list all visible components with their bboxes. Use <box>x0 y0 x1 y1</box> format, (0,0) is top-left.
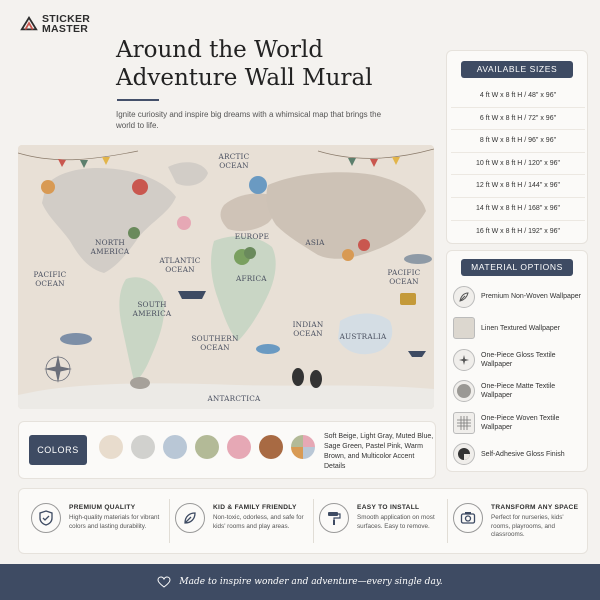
seal-figure <box>130 377 150 389</box>
divider <box>313 499 314 543</box>
feature-kid-family-friendly <box>175 499 315 547</box>
label-atlantic-ocean: ATLANTIC OCEAN <box>159 256 201 274</box>
swatch-sage-green[interactable] <box>195 435 219 459</box>
size-option[interactable]: 8 ft W x 8 ft H / 96" x 96" <box>451 130 585 153</box>
penguin-figure <box>310 370 322 388</box>
leaf-icon <box>175 503 205 533</box>
brand-line-1: STICKER <box>42 13 91 25</box>
material-label: One-Piece Woven Textile Wallpaper <box>481 414 560 431</box>
material-options-panel <box>446 250 588 472</box>
feature-title: EASY TO INSTALL <box>357 504 420 511</box>
footer-banner <box>0 564 600 600</box>
label-asia: ASIA <box>305 238 325 247</box>
available-sizes-panel <box>446 50 588 244</box>
brand-line-2: MASTER <box>42 23 89 35</box>
size-option[interactable]: 6 ft W x 8 ft H / 72" x 96" <box>451 108 585 131</box>
treasure-chest-figure <box>400 293 416 305</box>
label-africa: AFRICA <box>236 274 267 283</box>
feature-title: KID & FAMILY FRIENDLY <box>213 504 297 511</box>
size-option[interactable]: 10 ft W x 8 ft H / 120" x 96" <box>451 153 585 176</box>
swatch-warm-brown[interactable] <box>259 435 283 459</box>
swatch-muted-blue[interactable] <box>163 435 187 459</box>
feature-premium-quality <box>31 499 171 547</box>
map-artwork <box>18 145 434 409</box>
page-title <box>116 36 416 92</box>
label-indian-ocean: INDIAN OCEAN <box>292 320 324 338</box>
colors-button[interactable]: COLORS <box>29 435 87 465</box>
material-label: Self-Adhesive Gloss Finish <box>481 450 565 458</box>
swatch-light-gray[interactable] <box>131 435 155 459</box>
dolphin-figure <box>256 344 280 354</box>
divider <box>447 499 448 543</box>
hot-air-balloon <box>249 176 267 194</box>
shield-check-icon <box>31 503 61 533</box>
shark-figure <box>60 333 92 345</box>
material-option[interactable] <box>453 407 585 439</box>
label-antarctica: ANTARCTICA <box>207 394 261 403</box>
feature-description: Perfect for nurseries, kids' rooms, playrooms, and classrooms. <box>491 514 564 539</box>
size-option[interactable]: 12 ft W x 8 ft H / 144" x 96" <box>451 175 585 198</box>
feature-transform-any-space <box>453 499 593 547</box>
materials-list <box>453 281 585 470</box>
title-line-1: Around the World <box>116 37 324 63</box>
hot-air-balloon <box>342 249 354 261</box>
feature-description: Smooth application on most surfaces. Easy to remove. <box>357 514 435 530</box>
material-option[interactable] <box>453 376 585 408</box>
sparkle-icon <box>453 349 475 371</box>
feature-description: High-quality materials for vibrant colors and lasting durability. <box>69 514 160 530</box>
tagline: Ignite curiosity and inspire big dreams with a whimsical map that brings the world to life. <box>116 110 382 130</box>
ship-figure <box>178 291 206 299</box>
material-label: One-Piece Gloss Textile Wallpaper <box>481 351 556 368</box>
material-option[interactable] <box>453 313 585 345</box>
peel-sticker-icon <box>453 443 475 465</box>
camera-icon <box>453 503 483 533</box>
colors-bar <box>18 421 436 479</box>
feature-easy-to-install <box>319 499 459 547</box>
material-label: Premium Non-Woven Wallpaper <box>481 293 581 301</box>
hot-air-balloon <box>177 216 191 230</box>
paint-roller-icon <box>319 503 349 533</box>
title-divider <box>117 99 159 101</box>
hot-air-balloon <box>41 180 55 194</box>
title-line-2: Adventure Wall Mural <box>116 65 373 91</box>
feature-description: Non-toxic, odorless, and safe for kids' rooms and play areas. <box>213 514 304 530</box>
colors-description: Soft Beige, Light Gray, Muted Blue, Sage Green, Pastel Pink, Warm Brown, and Multicolor Accent Details <box>324 433 434 470</box>
features-row <box>18 488 588 554</box>
footer-text: Made to inspire wonder and adventure—every single day. <box>179 577 443 587</box>
materials-header: MATERIAL OPTIONS <box>461 259 573 276</box>
material-option[interactable] <box>453 439 585 471</box>
matte-circle-icon <box>453 380 475 402</box>
size-option[interactable]: 4 ft W x 8 ft H / 48" x 96" <box>451 85 585 108</box>
brand-logo <box>20 14 90 34</box>
whale-figure <box>404 254 432 264</box>
swatch-soft-beige[interactable] <box>99 435 123 459</box>
label-south-america: SOUTH AMERICA <box>132 300 172 318</box>
label-pacific-ocean-west: PACIFIC OCEAN <box>33 270 67 288</box>
color-swatches <box>99 435 315 459</box>
sizes-header: AVAILABLE SIZES <box>461 61 573 78</box>
material-option[interactable] <box>453 344 585 376</box>
label-arctic-ocean: ARCTIC OCEAN <box>218 152 250 170</box>
logo-mark-icon <box>20 15 38 33</box>
feature-title: PREMIUM QUALITY <box>69 504 136 511</box>
brand-name <box>42 14 90 34</box>
material-option[interactable] <box>453 281 585 313</box>
swatch-pastel-pink[interactable] <box>227 435 251 459</box>
world-map-illustration <box>18 145 434 409</box>
penguin-figure <box>292 368 304 386</box>
swatch-multicolor[interactable] <box>291 435 315 459</box>
woven-grid-icon <box>453 412 475 434</box>
feature-title: TRANSFORM ANY SPACE <box>491 504 579 511</box>
linen-texture-icon <box>453 317 475 339</box>
label-australia: AUSTRALIA <box>339 332 387 341</box>
size-option[interactable]: 16 ft W x 8 ft H / 192" x 96" <box>476 227 560 235</box>
label-pacific-ocean-east: PACIFIC OCEAN <box>387 268 421 286</box>
label-europe: EUROPE <box>234 232 270 241</box>
label-north-america: NORTH AMERICA <box>90 238 130 256</box>
sizes-list <box>451 85 585 243</box>
hot-air-balloon <box>132 179 148 195</box>
material-label: One-Piece Matte Textile Wallpaper <box>481 383 556 400</box>
heart-icon <box>157 576 171 588</box>
hot-air-balloon <box>358 239 370 251</box>
divider <box>169 499 170 543</box>
material-label: Linen Textured Wallpaper <box>481 324 560 332</box>
label-southern-ocean: SOUTHERN OCEAN <box>191 334 239 352</box>
feather-icon <box>453 286 475 308</box>
size-option[interactable]: 14 ft W x 8 ft H / 168" x 96" <box>451 198 585 221</box>
